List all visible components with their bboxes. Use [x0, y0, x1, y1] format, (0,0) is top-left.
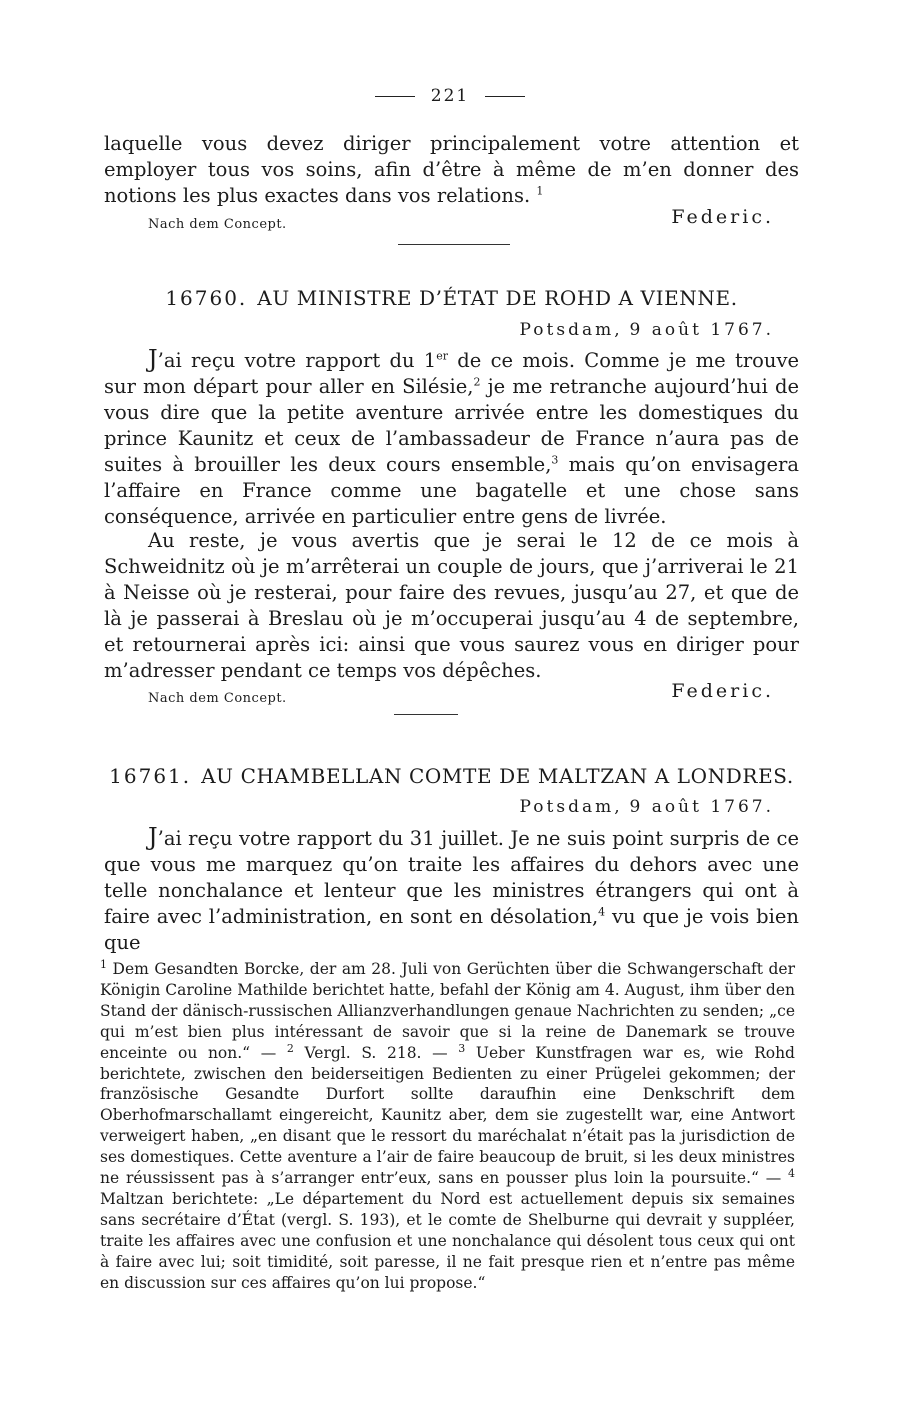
header-rule-right	[485, 96, 525, 97]
page-number: 221	[430, 86, 470, 106]
footnote-marker: 1	[100, 957, 107, 971]
letter-title: AU MINISTRE D’ÉTAT DE ROHD A VIENNE.	[257, 286, 738, 310]
footnote-marker: 3	[458, 1041, 466, 1055]
letter-dateline	[520, 320, 774, 340]
initial-letter: J	[148, 823, 158, 851]
letter-date: 9 août 1767.	[629, 797, 774, 817]
top-paragraph: laquelle vous devez diriger principalement votre attention et employer tous vos soins, afin d’être à même de m’en donner des notions les plus exactes dans vos relations. $^1$	[104, 132, 799, 207]
signature: Federic.	[671, 680, 774, 702]
letter-number: 16761.	[109, 764, 192, 788]
footnotes: $^1$ Dem Gesandten Borcke, der am 28. Juli von Gerüchten über die Schwangerschaft der Königin Caroline Mathilde berichtet hatte, befahl der König am 4. August, ihm über den Stand der dänisch-russischen Allianzverhandlungen genaue Nachrichten zu senden; „ce qui m’est bien plus intéressant de savoir que si la reine de Danemark se trouve enceinte ou non.“ — $^2$ Vergl. S. 218. — $^3$ Ueber Kunstfragen war es, wie Rohd berichtete, zwischen den beiderseitigen Bedienten zu einer Prügelei gekommen; der französische Gesandte Durfort sollte daraufhin eine Denkschrift dem Oberhofmarschallamt eingereicht, Kaunitz aber, dem sie zugestellt war, eine Antwort verweigert haben, „en disant que le ressort du maréchalat n’était pas la jurisdiction de ses domestiques. Cette aventure a l’air de faire beaucoup de bruit, si les deux ministres ne réussissent pas à s’arranger entr’eux, sans en pousser plus loin la poursuite.“ — $^4$ Maltzan berichtete: „Le département du Nord est actuellement depuis six semaines sans secrétaire d’État (vergl. S. 193), et le comte de Shelburne qui devrait y suppléer, traite les affaires avec une confusion et une nonchalance qui désolent tous ceux qui ont à faire avec lui; soit timidité, soit paresse, il ne fait presque rien et n’entre pas même en discussion sur ces affaires qu’on lui propose.“	[100, 957, 795, 1292]
letter-paragraph: Au reste, je vous avertis que je serai le 12 de ce mois à Schweidnitz où je m’arrêterai un couple de jours, que j’arriverai le 21 à Neisse où je resterai, pour faire des revues, jusqu’au 27, et que de là je passerai à Breslau où je m’occuperai jusqu’au 4 de septembre, et retournerai après ici: ainsi que vous saurez vous en diriger pour m’adresser pendant ce temps vos dépêches.	[104, 529, 799, 682]
letter-paragraph: J’ai reçu votre rapport du 1er de ce mois. Comme je me trouve sur mon départ pour aller en Silésie,$^2$ je me retranche aujourd’hui de vous dire que la petite aventure arrivée entre les domestiques du prince Kaunitz et ceux de l’ambassadeur de France n’aura pas de suites à brouiller les deux cours ensemble,$^3$ mais qu’on envisagera l’affaire en France comme une bagatelle et une chose sans conséquence, arrivée en particulier entre gens de livrée.	[104, 345, 799, 528]
letter-place: Potsdam,	[519, 320, 623, 340]
letter-number: 16760.	[165, 286, 248, 310]
footnote-ref: 3	[551, 453, 559, 467]
letter-heading	[104, 764, 799, 788]
footnote-ref: 1	[536, 184, 544, 198]
footnote-marker: 2	[286, 1041, 294, 1055]
letter-place: Potsdam,	[519, 797, 623, 817]
header-rule-left	[375, 96, 415, 97]
footnote-ref: 2	[473, 375, 481, 389]
letter-dateline	[520, 797, 774, 817]
footnote-ref: 4	[598, 905, 606, 919]
footnote-marker: 4	[788, 1166, 795, 1180]
source-note: Nach dem Concept.	[148, 217, 287, 232]
section-divider	[394, 714, 458, 715]
source-note: Nach dem Concept.	[148, 691, 287, 706]
section-divider	[398, 244, 510, 245]
page-header	[0, 86, 900, 106]
letter-heading	[104, 286, 799, 310]
letter-paragraph: J’ai reçu votre rapport du 31 juillet. Je ne suis point surpris de ce que vous me marquez qu’on traite les affaires du dehors avec une telle nonchalance et lenteur que les ministres étrangers qui ont à faire avec l’administration, en sont en désolation,$^4$ vu que je vois bien que	[104, 823, 799, 954]
letter-date: 9 août 1767.	[629, 320, 774, 340]
initial-letter: J	[148, 345, 158, 373]
letter-title: AU CHAMBELLAN COMTE DE MALTZAN A LONDRES.	[201, 764, 794, 788]
signature: Federic.	[671, 206, 774, 228]
